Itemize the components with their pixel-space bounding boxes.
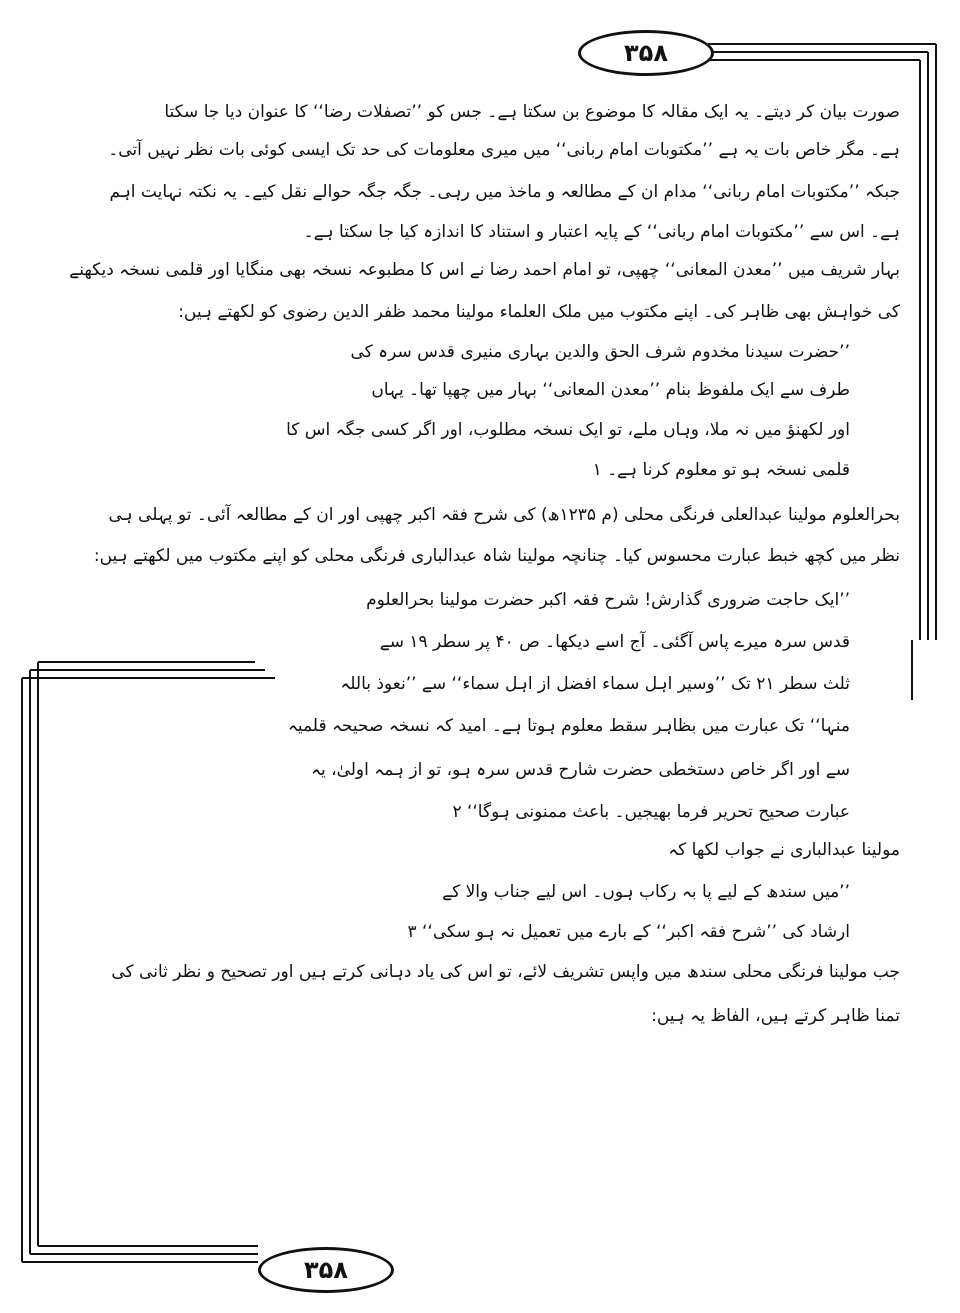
text-line: ہے۔ اس سے ’’مکتوبات امام ربانی‘‘ کے پایہ اعتبار و استناد کا اندازہ کیا جا سکتا ہے۔ (303, 222, 900, 242)
text-line: کی خواہش بھی ظاہر کی۔ اپنے مکتوب میں ملک العلماء مولینا محمد ظفر الدین رضوی کو لکھتے ہیں: (178, 302, 900, 322)
quote-line: اور لکھنؤ میں نہ ملا، وہاں ملے، تو ایک نسخہ مطلوب، اور اگر کسی جگہ اس کا (286, 420, 850, 440)
text-line: جب مولینا فرنگی محلی سندھ میں واپس تشریف لائے، تو اس کی یاد دہانی کرتے ہیں اور تصحیح و نظر ثانی کی (111, 962, 900, 982)
quote-line: قلمی نسخہ ہو تو معلوم کرنا ہے۔ ۱ (592, 460, 850, 480)
text-line: مولینا عبدالباری نے جواب لکھا کہ (668, 840, 900, 860)
quote-line: ثلث سطر ۲۱ تک ’’وسیر اہل سماء افضل از اہل سماء‘‘ سے ’’نعوذ باللہ (340, 674, 850, 694)
text-line: صورت بیان کر دیتے۔ یہ ایک مقالہ کا موضوع بن سکتا ہے۔ جس کو ’’تصفلات رضا‘‘ کا عنوان دیا جا سکتا (164, 102, 900, 122)
quote-line: قدس سرہ میرے پاس آگئی۔ آج اسے دیکھا۔ ص ۴۰ پر سطر ۱۹ سے (379, 632, 850, 652)
text-line: ہے۔ مگر خاص بات یہ ہے ’’مکتوبات امام ربانی‘‘ میں میری معلومات کی حد تک ایسی کوئی بات نظر نہیں آتی۔ (108, 140, 900, 160)
quote-line: ارشاد کی ’’شرح فقہ اکبر‘‘ کے بارے میں تعمیل نہ ہو سکی‘‘ ۳ (407, 922, 850, 942)
quote-line: سے اور اگر خاص دستخطی حضرت شارح قدس سرہ ہو، تو از ہمہ اولیٰ، یہ (311, 760, 850, 780)
text-line: جبکہ ’’مکتوبات امام ربانی‘‘ مدام ان کے مطالعہ و ماخذ میں رہی۔ جگہ جگہ حوالے نقل کیے۔ یہ نکتہ نہایت اہم (109, 182, 900, 202)
text-line: تمنا ظاہر کرتے ہیں، الفاظ یہ ہیں: (651, 1006, 900, 1026)
text-line: نظر میں کچھ خبط عبارت محسوس کیا۔ چنانچہ مولینا شاہ عبدالباری فرنگی محلی کو اپنے مکتوب میں لکھتے ہیں: (93, 546, 900, 566)
quote-line: ’’حضرت سیدنا مخدوم شرف الحق والدین بہاری منیری قدس سرہ کی (350, 342, 850, 362)
quote-line: عبارت صحیح تحریر فرما بھیجیں۔ باعث ممنونی ہوگا‘‘ ۲ (452, 802, 850, 822)
text-line: بہار شریف میں ’’معدن المعانی‘‘ چھپی، تو امام احمد رضا نے اس کا مطبوعہ نسخہ بھی منگایا اور قلمی نسخہ دیکھنے (69, 260, 900, 280)
quote-line: ’’ایک حاجت ضروری گذارش! شرح فقہ اکبر حضرت مولینا بحرالعلوم (366, 590, 850, 610)
quote-line: منہا‘‘ تک عبارت میں بظاہر سقط معلوم ہوتا ہے۔ امید کہ نسخہ صحیحہ قلمیہ (287, 716, 850, 736)
page-number-bottom: ۳۵۸ (258, 1247, 394, 1293)
page-number-top: ۳۵۸ (578, 30, 714, 76)
text-line: بحرالعلوم مولینا عبدالعلی فرنگی محلی (م ۱۲۳۵ھ) کی شرح فقہ اکبر چھپی اور ان کے مطالعہ آئی۔ تو پہلی ہی (108, 505, 900, 525)
quote-line: طرف سے ایک ملفوظ بنام ’’معدن المعانی‘‘ بہار میں چھپا تھا۔ یہاں (371, 380, 850, 400)
quote-line: ’’میں سندھ کے لیے پا بہ رکاب ہوں۔ اس لیے جناب والا کے (442, 882, 850, 902)
